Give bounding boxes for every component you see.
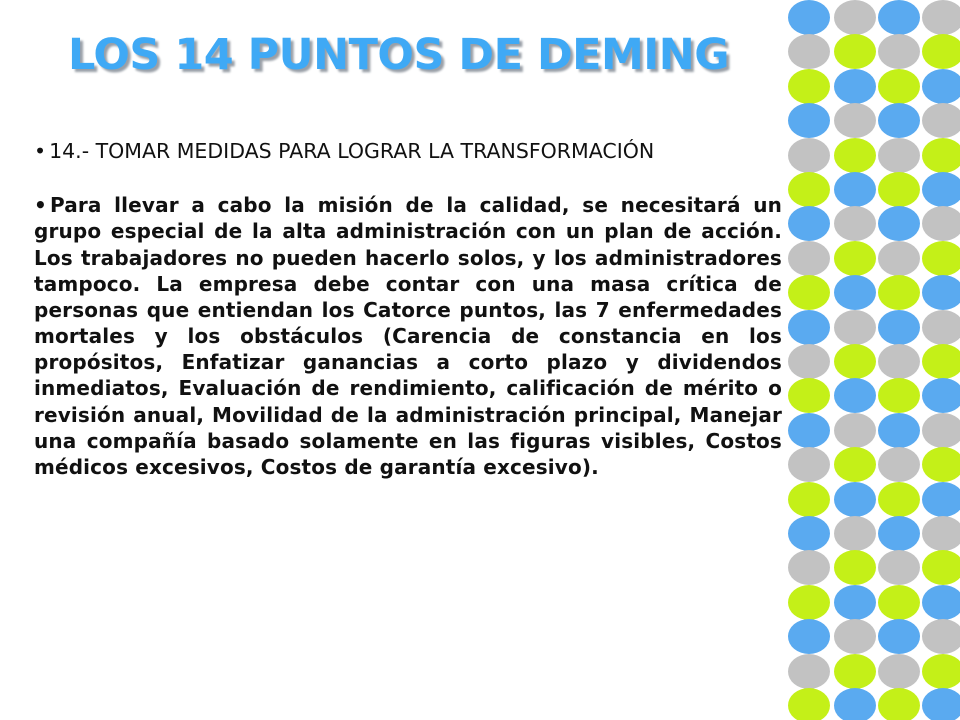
- decorative-dot: [922, 585, 960, 620]
- decorative-dot: [834, 447, 876, 482]
- decorative-dot: [834, 654, 876, 689]
- decorative-dot: [788, 206, 830, 241]
- decorative-dot: [834, 413, 876, 448]
- decorative-dot: [834, 275, 876, 310]
- decorative-dot: [922, 482, 960, 517]
- slide-body: [34, 140, 782, 480]
- decorative-dot: [788, 482, 830, 517]
- decorative-dot: [922, 447, 960, 482]
- decorative-dot: [834, 516, 876, 551]
- decorative-dot: [878, 0, 920, 35]
- decorative-dot: [922, 413, 960, 448]
- decorative-dot: [788, 378, 830, 413]
- decorative-dot: [834, 206, 876, 241]
- decorative-dot: [878, 378, 920, 413]
- decorative-dot: [788, 516, 830, 551]
- decorative-dot: [922, 241, 960, 276]
- decorative-dot: [878, 654, 920, 689]
- decorative-dot: [788, 34, 830, 69]
- decorative-dot: [788, 344, 830, 379]
- decorative-dot: [878, 344, 920, 379]
- decorative-dot: [878, 482, 920, 517]
- decorative-dot: [834, 619, 876, 654]
- decorative-dot: [878, 516, 920, 551]
- decorative-dot: [922, 654, 960, 689]
- decorative-dot: [834, 688, 876, 720]
- decorative-dot: [922, 275, 960, 310]
- decorative-dot: [788, 619, 830, 654]
- decorative-dot: [788, 688, 830, 720]
- decorative-dot: [788, 275, 830, 310]
- decorative-dot: [788, 585, 830, 620]
- decorative-dot: [878, 550, 920, 585]
- decorative-dot: [834, 310, 876, 345]
- decorative-dot-grid: [788, 0, 960, 720]
- decorative-dot: [834, 69, 876, 104]
- decorative-dot: [922, 378, 960, 413]
- bullet-glyph: •: [34, 139, 47, 163]
- point-heading-paragraph: [34, 140, 782, 162]
- decorative-dot: [922, 172, 960, 207]
- decorative-dot: [834, 241, 876, 276]
- decorative-dot: [834, 172, 876, 207]
- decorative-dot: [922, 69, 960, 104]
- decorative-dot: [788, 138, 830, 173]
- point-body-paragraph: [34, 192, 782, 480]
- decorative-dot: [788, 103, 830, 138]
- decorative-dot: [878, 585, 920, 620]
- decorative-dot: [788, 172, 830, 207]
- decorative-dot: [834, 103, 876, 138]
- decorative-dot: [834, 344, 876, 379]
- decorative-dot: [788, 0, 830, 35]
- decorative-dot: [788, 447, 830, 482]
- decorative-dot: [834, 0, 876, 35]
- decorative-dot: [834, 482, 876, 517]
- decorative-dot: [922, 550, 960, 585]
- decorative-dot: [878, 138, 920, 173]
- decorative-dot: [878, 172, 920, 207]
- decorative-dot: [878, 447, 920, 482]
- decorative-dot: [922, 516, 960, 551]
- decorative-dot: [834, 550, 876, 585]
- decorative-dot: [922, 138, 960, 173]
- decorative-dot: [922, 688, 960, 720]
- decorative-dot: [834, 378, 876, 413]
- point-heading: 14.- TOMAR MEDIDAS PARA LOGRAR LA TRANSFORMACIÓN: [49, 139, 655, 163]
- decorative-dot: [788, 241, 830, 276]
- decorative-dot: [922, 34, 960, 69]
- decorative-dot: [788, 69, 830, 104]
- decorative-dot: [788, 310, 830, 345]
- decorative-dot: [878, 103, 920, 138]
- bullet-glyph: •: [34, 193, 47, 218]
- decorative-dot: [878, 206, 920, 241]
- decorative-dot: [878, 688, 920, 720]
- decorative-dot: [788, 413, 830, 448]
- decorative-dot: [834, 34, 876, 69]
- decorative-dot: [834, 138, 876, 173]
- decorative-dot: [922, 0, 960, 35]
- decorative-dot: [788, 550, 830, 585]
- decorative-dot: [922, 619, 960, 654]
- decorative-dot: [878, 619, 920, 654]
- decorative-dot: [878, 310, 920, 345]
- decorative-dot: [878, 34, 920, 69]
- decorative-dot: [922, 344, 960, 379]
- slide-title: LOS 14 PUNTOS DE DEMING: [68, 30, 730, 80]
- decorative-dot: [922, 103, 960, 138]
- decorative-dot: [788, 654, 830, 689]
- decorative-dot: [834, 585, 876, 620]
- decorative-dot: [878, 413, 920, 448]
- decorative-dot: [922, 206, 960, 241]
- point-body: Para llevar a cabo la misión de la calidad, se necesitará un grupo especial de la alta administración con un plan de acción. Los trabajadores no pueden hacerlo solos, y los administradores tampoco. La empresa debe contar con una masa crítica de personas que entiendan los Catorce puntos, las 7 enfermedades mortales y los obstáculos (Carencia de constancia en los propósitos, Enfatizar ganancias a corto plazo y dividendos inmediatos, Evaluación de rendimiento, calificación de mérito o revisión anual, Movilidad de la administración principal, Manejar una compañía basado solamente en las figuras visibles, Costos médicos excesivos, Costos de garantía excesivo).: [34, 193, 782, 479]
- decorative-dot: [922, 310, 960, 345]
- decorative-dot: [878, 241, 920, 276]
- decorative-dot: [878, 69, 920, 104]
- decorative-dot: [878, 275, 920, 310]
